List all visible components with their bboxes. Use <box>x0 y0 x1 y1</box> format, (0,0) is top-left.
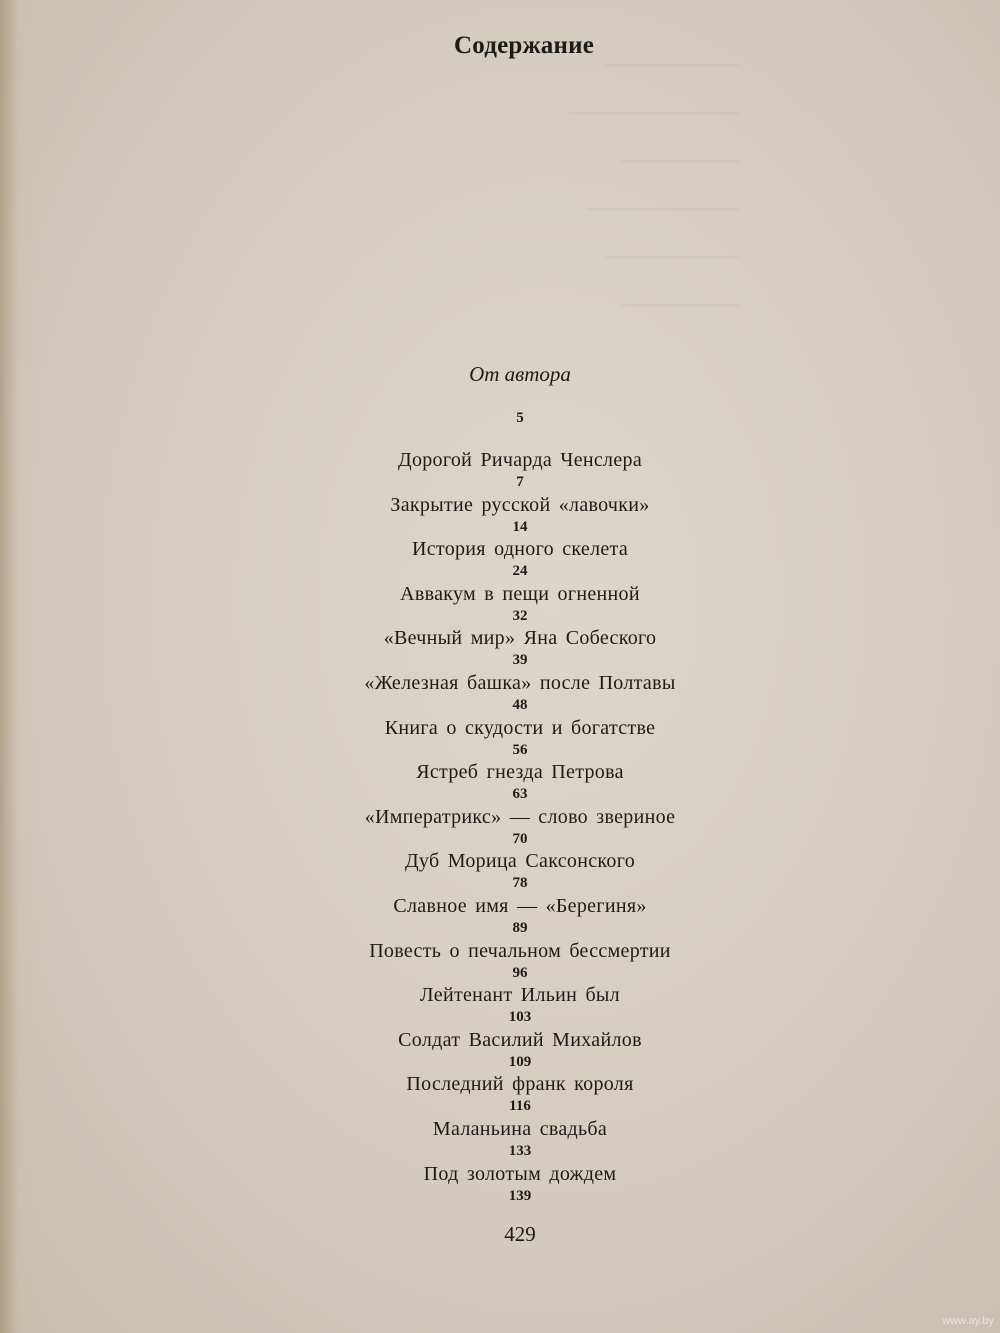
toc-entry-title: «Железная башка» после Полтавы <box>364 671 676 694</box>
toc-entry-page: 32 <box>512 607 528 624</box>
toc-entry-page: 89 <box>512 919 528 936</box>
toc-entry-title: Закрытие русской «лавочки» <box>390 493 650 516</box>
toc-entry-page: 109 <box>508 1053 532 1070</box>
toc-entry-title: Книга о скудости и богатстве <box>384 716 656 739</box>
toc-entry-title: «Вечный мир» Яна Собеского <box>383 627 657 650</box>
page-number: 429 <box>504 1222 536 1246</box>
toc-entry-page: 24 <box>512 563 528 580</box>
toc-entry <box>0 1028 1000 1073</box>
toc-entry <box>0 1162 1000 1207</box>
toc-entry-page: 103 <box>508 1009 532 1026</box>
toc-entry <box>0 939 1000 984</box>
toc-entry-title: Славное имя — «Берегиня» <box>393 894 647 917</box>
toc-entry <box>0 626 1000 671</box>
toc-entry-page: 48 <box>512 696 528 713</box>
toc-entry-title: Повесть о печальном бессмертии <box>369 939 671 962</box>
toc-entry-page: 14 <box>512 518 528 535</box>
toc-entry-page: 39 <box>512 652 528 669</box>
toc-entry-title: Лейтенант Ильин был <box>420 984 620 1007</box>
toc-entry-page: 116 <box>509 1098 531 1115</box>
toc-entry-title: Аввакум в пещи огненной <box>400 582 640 605</box>
toc-entry-title: Под золотым дождем <box>423 1162 617 1185</box>
toc-entry-page: 139 <box>508 1187 532 1204</box>
toc-entry <box>0 805 1000 850</box>
toc-entry-title: Дорогой Ричарда Ченслера <box>398 449 642 471</box>
toc-entry-title: Солдат Василий Михайлов <box>398 1028 642 1051</box>
toc-entry-page: 133 <box>508 1142 532 1159</box>
toc-entry <box>0 493 1000 538</box>
author-entry-title: От автора <box>469 362 571 386</box>
toc-entry-page: 78 <box>512 875 528 892</box>
toc-entry-page: 63 <box>512 786 528 803</box>
toc-entry <box>0 894 1000 939</box>
page-title: Содержание <box>453 32 594 59</box>
watermark: www.ay.by <box>942 1315 994 1327</box>
toc-entry <box>0 448 1000 493</box>
toc-entry-title: Последний франк короля <box>406 1073 634 1096</box>
toc-entry-page: 96 <box>512 964 528 981</box>
toc-entry <box>0 671 1000 716</box>
toc-entry <box>0 1072 1000 1117</box>
bleed-through-decoration: ———————— —————————— ——————— ————————— ———————— ——————— <box>570 54 740 313</box>
toc-entry <box>0 716 1000 761</box>
toc-entry <box>0 582 1000 627</box>
toc-entry <box>0 983 1000 1028</box>
toc-entry-title: Маланьина свадьба <box>432 1117 608 1140</box>
toc-entry-title: Дуб Морица Саксонского <box>404 850 636 873</box>
toc-entry-title: Ястреб гнезда Петрова <box>416 761 624 784</box>
toc-entry <box>0 537 1000 582</box>
toc-entry <box>0 760 1000 805</box>
author-entry-page: 5 <box>516 410 524 426</box>
toc-entry <box>0 1117 1000 1162</box>
toc-entry-title: «Императрикс» — слово звериное <box>364 805 676 828</box>
toc-entry-page: 7 <box>516 474 524 490</box>
toc-entry-title: История одного скелета <box>412 538 628 561</box>
toc-entry-page: 56 <box>512 741 528 758</box>
toc-entry-page: 70 <box>512 830 528 847</box>
toc-entry <box>0 849 1000 894</box>
table-of-contents <box>0 448 1000 1206</box>
